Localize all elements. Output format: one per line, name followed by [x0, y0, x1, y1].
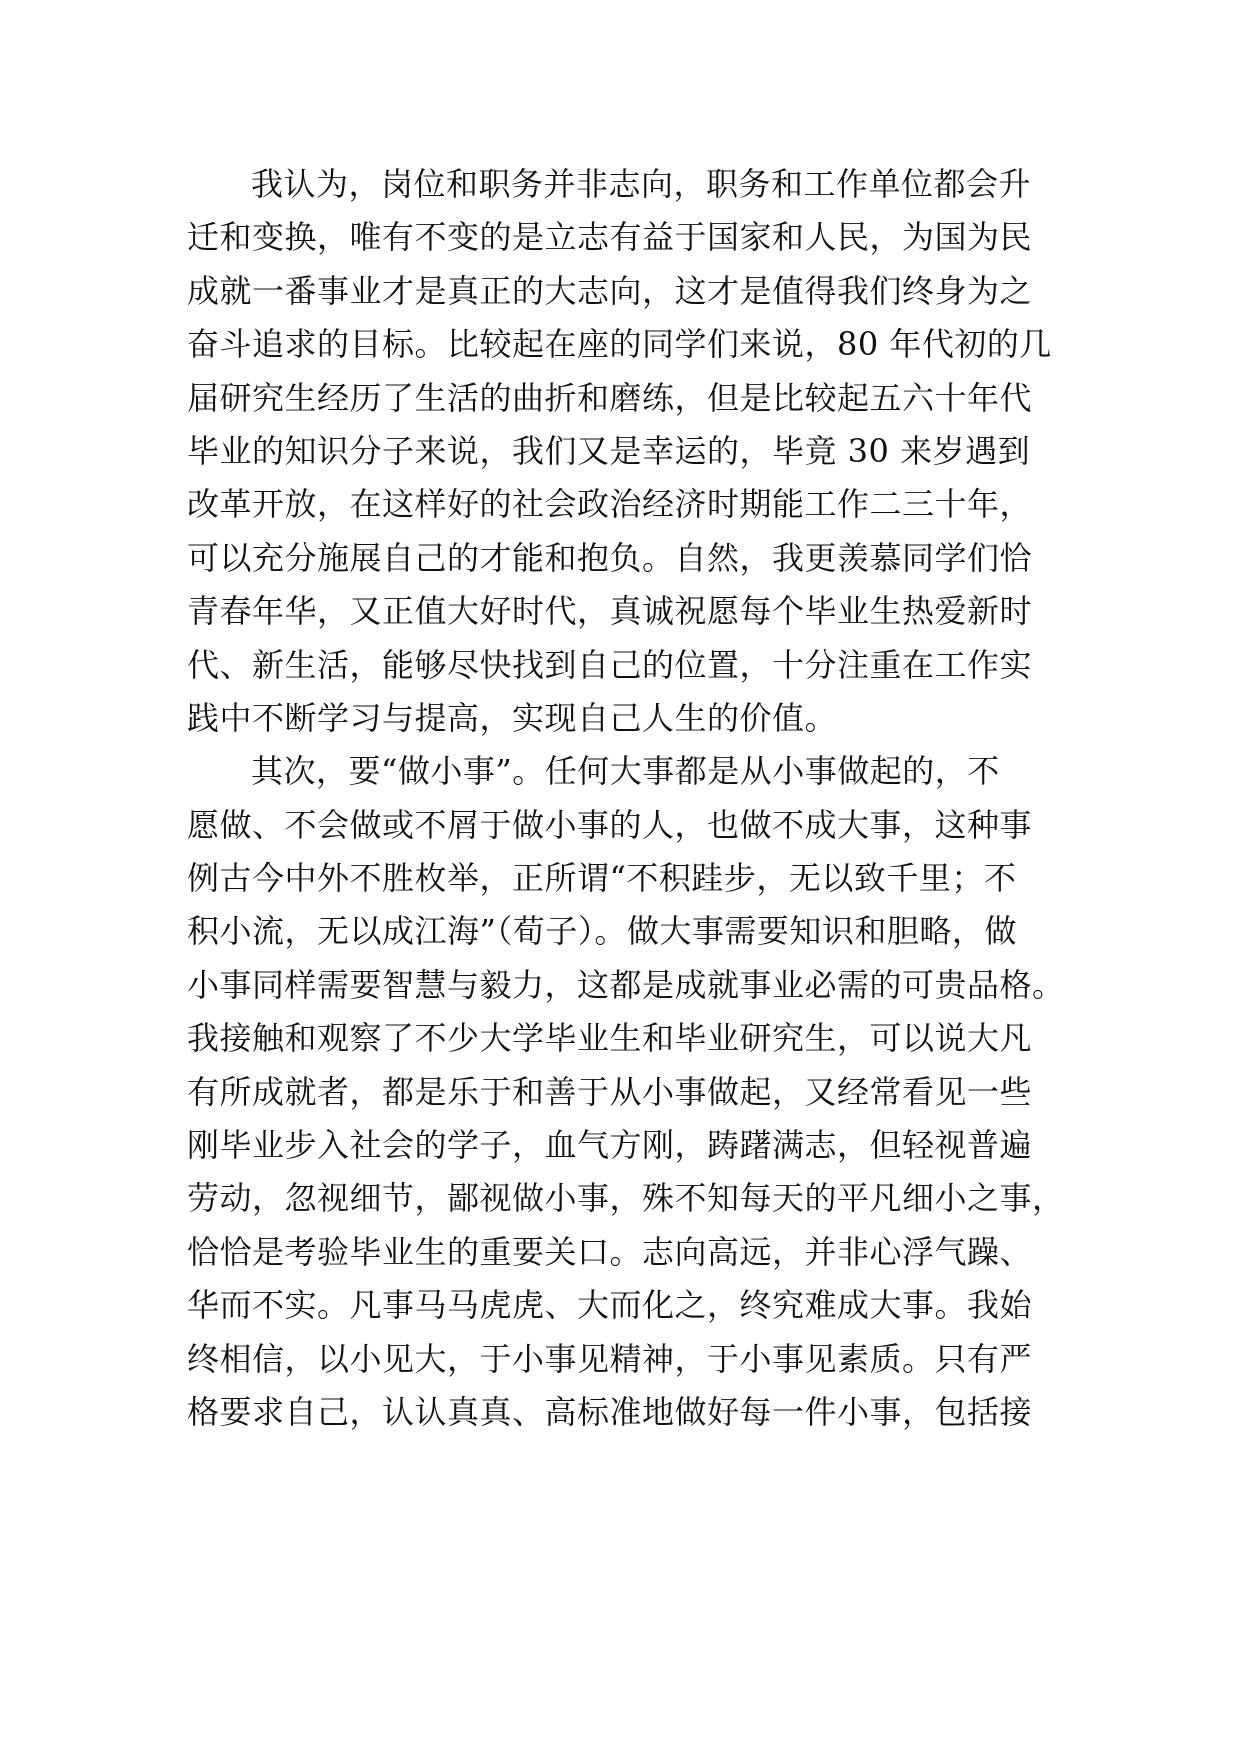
paragraph-line: 劳动，忽视细节，鄙视做小事，殊不知每天的平凡细小之事，: [187, 1179, 1065, 1218]
paragraph-line: 我接触和观察了不少大学毕业生和毕业研究生，可以说大凡: [187, 1019, 1033, 1058]
paragraph-line: 届研究生经历了生活的曲折和磨练，但是比较起五六十年代: [187, 378, 1033, 417]
body-text: [187, 158, 1067, 1439]
paragraph-line: 有所成就者，都是乐于和善于从小事做起，又经常看见一些: [187, 1072, 1033, 1111]
paragraph-line: 小事同样需要智慧与毅力，这都是成就事业必需的可贵品格。: [187, 965, 1065, 1004]
paragraph-line: 愿做、不会做或不屑于做小事的人，也做不成大事，这种事: [187, 805, 1033, 844]
paragraph-line: 可以充分施展自己的才能和抱负。自然，我更羡慕同学们恰: [187, 538, 1033, 577]
paragraph-line: 成就一番事业才是真正的大志向，这才是值得我们终身为之: [187, 271, 1033, 310]
paragraph-line: 格要求自己，认认真真、高标准地做好每一件小事，包括接: [187, 1392, 1033, 1431]
paragraph-line: 刚毕业步入社会的学子，血气方刚，踌躇满志，但轻视普遍: [187, 1126, 1033, 1165]
paragraph-line: 恰恰是考验毕业生的重要关口。志向高远，并非心浮气躁、: [187, 1232, 1033, 1271]
paragraph-line: 代、新生活，能够尽快找到自己的位置，十分注重在工作实: [187, 645, 1033, 684]
paragraph-line: 其次，要“做小事”。任何大事都是从小事做起的，不: [251, 752, 1000, 791]
paragraph-line: 青春年华，又正值大好时代，真诚祝愿每个毕业生热爱新时: [187, 592, 1033, 631]
paragraph-line: 华而不实。凡事马马虎虎、大而化之，终究难成大事。我始: [187, 1286, 1033, 1325]
paragraph-line: 终相信，以小见大，于小事见精神，于小事见素质。只有严: [187, 1339, 1033, 1378]
paragraph-line: 奋斗追求的目标。比较起在座的同学们来说，80 年代初的几: [187, 325, 1052, 364]
paragraph-line: 迁和变换，唯有不变的是立志有益于国家和人民，为国为民: [187, 218, 1033, 257]
paragraph-line: 改革开放，在这样好的社会政治经济时期能工作二三十年，: [187, 485, 1033, 524]
paragraph-line: 毕业的知识分子来说，我们又是幸运的，毕竟 30 来岁遇到: [187, 431, 1031, 470]
paragraph-line: 我认为，岗位和职务并非志向，职务和工作单位都会升: [251, 165, 1032, 203]
paragraph-line: 积小流，无以成江海”（荀子）。做大事需要知识和胆略，做: [187, 912, 1017, 951]
paragraph-line: 践中不断学习与提高，实现自己人生的价值。: [187, 698, 838, 737]
paragraph-line: 例古今中外不胜枚举，正所谓“不积跬步，无以致千里；不: [187, 859, 1017, 898]
